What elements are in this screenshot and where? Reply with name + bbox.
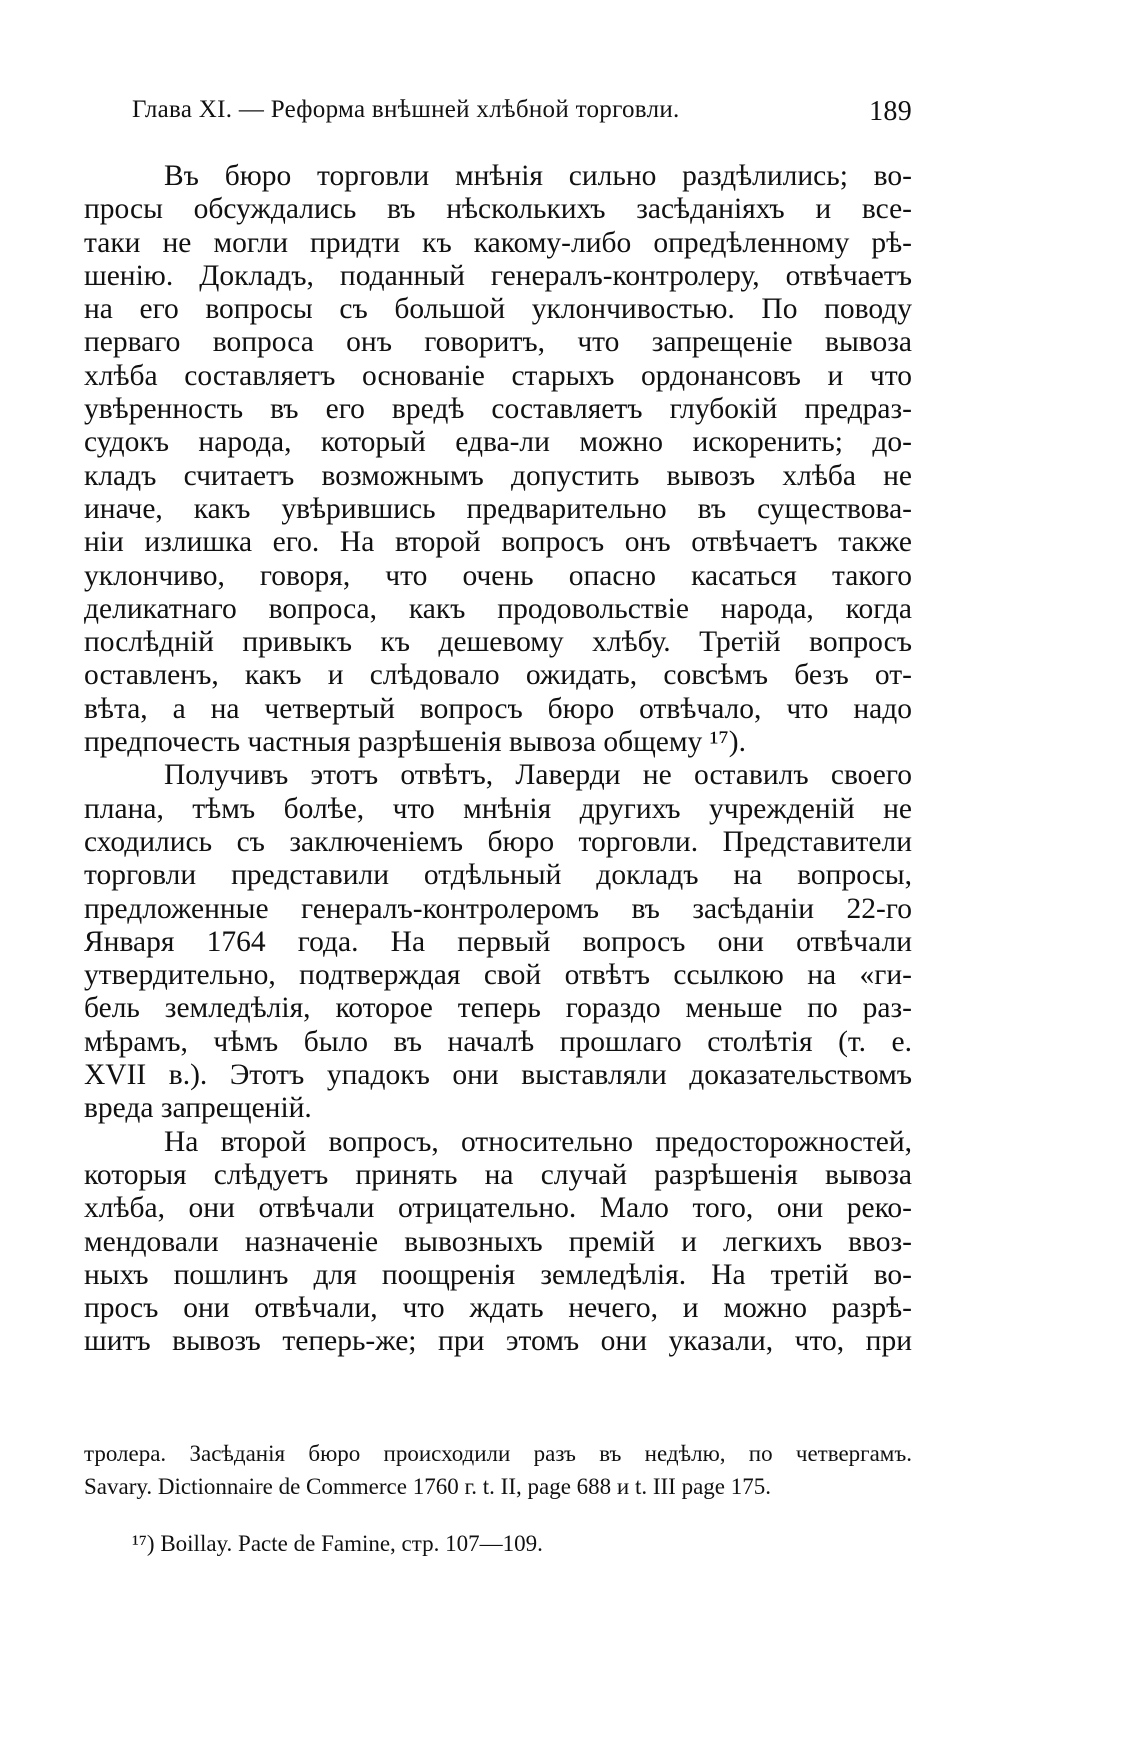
text-line: таки не могли придти къ какому-либо опредѣленному рѣ- bbox=[84, 226, 912, 259]
text-line: плана, тѣмъ болѣе, что мнѣнія другихъ учрежденій не bbox=[84, 792, 912, 825]
text-line: XVII в.). Этотъ упадокъ они выставляли доказательствомъ bbox=[84, 1059, 912, 1092]
text-line: просы обсуждались въ нѣсколькихъ засѣданіяхъ и все- bbox=[84, 193, 912, 226]
text-line: деликатнаго вопроса, какъ продовольствіе народа, когда bbox=[84, 592, 912, 625]
text-line: которыя слѣдуетъ принять на случай разрѣшенія вывоза bbox=[84, 1158, 912, 1191]
text-line: просъ они отвѣчали, что ждать нечего, и можно разрѣ- bbox=[84, 1292, 912, 1325]
text-line: хлѣба, они отвѣчали отрицательно. Мало того, они реко- bbox=[84, 1192, 912, 1225]
text-line: предпочесть частныя разрѣшенія вывоза общему ¹⁷). bbox=[84, 726, 747, 759]
text-line: уклончиво, говоря, что очень опасно касаться такого bbox=[84, 559, 912, 592]
text-line: торговли представили отдѣльный докладъ на вопросы, bbox=[84, 859, 912, 892]
footnote-line: Savary. Dictionnaire de Commerce 1760 г. t. II, page 688 и t. III page 175. bbox=[84, 1474, 772, 1499]
text-line: утвердительно, подтверждая свой отвѣтъ ссылкою на «ги- bbox=[84, 959, 912, 992]
main-text bbox=[84, 160, 912, 1359]
text-line: ніи излишка его. На второй вопросъ онъ отвѣчаетъ также bbox=[84, 526, 912, 559]
text-line: На второй вопросъ, относительно предосторожностей, bbox=[164, 1125, 912, 1158]
text-line: шенію. Докладъ, поданный генералъ-контролеру, отвѣчаетъ bbox=[84, 259, 912, 292]
footnote-line: тролера. Засѣданія бюро происходили разъ въ недѣлю, по четвергамъ. bbox=[84, 1441, 912, 1466]
text-line: оставленъ, какъ и слѣдовало ожидать, совсѣмъ безъ от- bbox=[84, 659, 912, 692]
chapter-title: Глава XI. — Реформа внѣшней хлѣбной торговли. bbox=[132, 96, 680, 123]
text-line: вреда запрещеній. bbox=[84, 1092, 312, 1125]
text-line: кладъ считаетъ возможнымъ допустить вывозъ хлѣба не bbox=[84, 459, 912, 492]
footnotes bbox=[84, 1437, 912, 1560]
text-line: перваго вопроса онъ говоритъ, что запрещеніе вывоза bbox=[84, 326, 912, 359]
text-line: сходились съ заключеніемъ бюро торговли. Представители bbox=[84, 825, 912, 858]
text-line: Января 1764 года. На первый вопросъ они отвѣчали bbox=[84, 925, 912, 958]
text-line: послѣдній привыкъ къ дешевому хлѣбу. Третій вопросъ bbox=[84, 626, 912, 659]
footnote-line: ¹⁷) Boillay. Pacte de Famine, стр. 107—109. bbox=[132, 1531, 543, 1556]
text-line: бель земледѣлія, которое теперь гораздо меньше по раз- bbox=[84, 992, 912, 1025]
text-line: увѣренность въ его вредѣ составляетъ глубокій предраз- bbox=[84, 393, 912, 426]
text-line: Въ бюро торговли мнѣнія сильно раздѣлились; во- bbox=[164, 160, 912, 192]
text-line: иначе, какъ увѣрившись предварительно въ существова- bbox=[84, 492, 912, 525]
text-line: на его вопросы съ большой уклончивостью. По поводу bbox=[84, 293, 912, 326]
text-line: ныхъ пошлинъ для поощренія земледѣлія. На третій во- bbox=[84, 1258, 912, 1291]
text-line: хлѣба составляетъ основаніе старыхъ ордонансовъ и что bbox=[84, 359, 912, 392]
running-header bbox=[132, 96, 912, 136]
text-line: вѣта, а на четвертый вопросъ бюро отвѣчало, что надо bbox=[84, 692, 912, 725]
page-number: 189 bbox=[869, 96, 912, 127]
text-line: предложенные генералъ-контролеромъ въ засѣданіи 22-го bbox=[84, 892, 912, 925]
text-line: судокъ народа, который едва-ли можно искоренить; до- bbox=[84, 426, 912, 459]
text-line: шитъ вывозъ теперь-же; при этомъ они указали, что, при bbox=[84, 1325, 912, 1358]
text-line: Получивъ этотъ отвѣтъ, Лаверди не оставилъ своего bbox=[164, 759, 912, 792]
text-line: мѣрамъ, чѣмъ было въ началѣ прошлаго столѣтія (т. е. bbox=[84, 1025, 912, 1058]
text-line: мендовали назначеніе вывозныхъ премій и легкихъ ввоз- bbox=[84, 1225, 912, 1258]
